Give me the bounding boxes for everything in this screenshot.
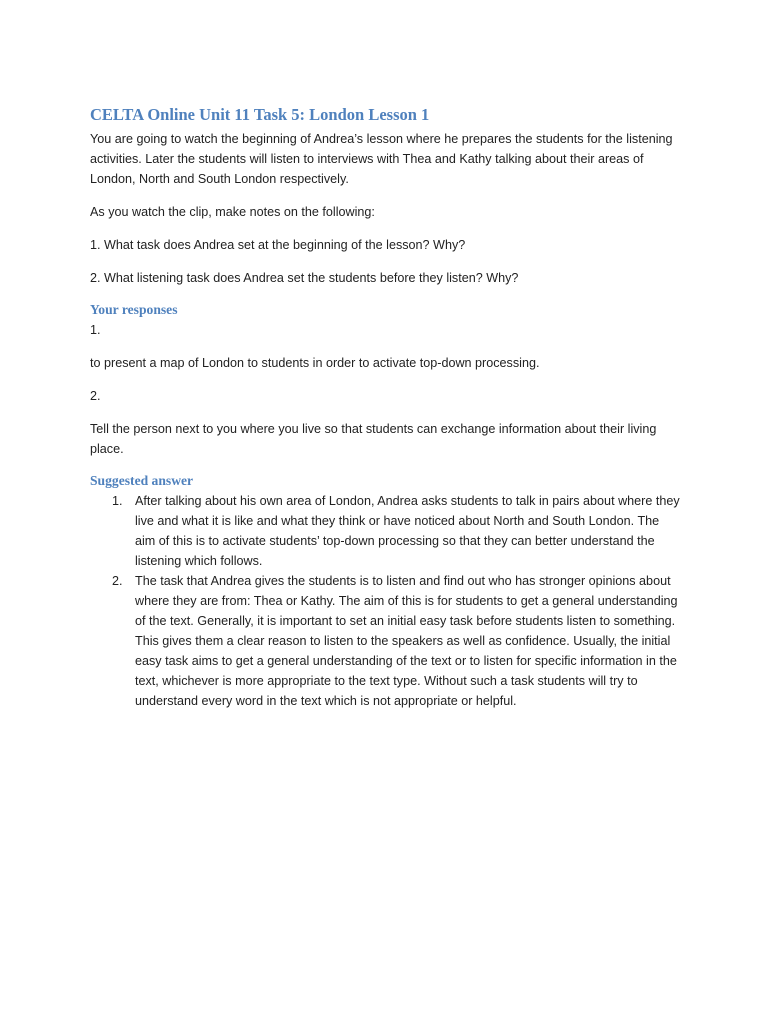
list-number: 1.	[112, 494, 123, 508]
response-2-number: 2.	[90, 389, 101, 403]
suggested-answer-text: The task that Andrea gives the students is to listen and find out who has stronger opinions about where they are from: Thea or Kathy. The aim of this is for students to get a general understanding of the text. Generally, it is important to set an initial easy task before students listen to something. This gives them a clear reason to listen to the speakers as well as confidence. Usually, the initial easy task aims to get a general understanding of the text or to listen for specific information in the text, whichever is more appropriate to the text type. Without such a task students will try to understand every word in the text which is not appropriate or helpful.	[135, 574, 678, 708]
suggested-answer-item	[90, 491, 682, 571]
question-1: 1. What task does Andrea set at the beginning of the lesson? Why?	[90, 238, 466, 252]
response-1-number: 1.	[90, 323, 101, 337]
instruction-text: As you watch the clip, make notes on the following:	[90, 205, 375, 219]
response-1-text: to present a map of London to students in order to activate top-down processing.	[90, 356, 540, 370]
list-number: 2.	[112, 574, 123, 588]
suggested-answer-list	[90, 491, 682, 711]
suggested-answer-item	[90, 571, 682, 711]
question-2: 2. What listening task does Andrea set the students before they listen? Why?	[90, 271, 519, 285]
suggested-answer-heading: Suggested answer	[90, 473, 194, 488]
suggested-answer-text: After talking about his own area of London, Andrea asks students to talk in pairs about where they live and what it is like and what they think or have noticed about North and South London. The aim of this is to activate students’ top-down processing so that they can better understand the listening which follows.	[135, 494, 680, 568]
responses-heading: Your responses	[90, 302, 178, 317]
document-title: CELTA Online Unit 11 Task 5: London Lesson 1	[90, 105, 430, 124]
intro-paragraph: You are going to watch the beginning of Andrea’s lesson where he prepares the students for the listening activities. Later the students will listen to interviews with Thea and Kathy talking about their areas of London, North and South London respectively.	[90, 132, 673, 186]
response-2-text: Tell the person next to you where you live so that students can exchange information about their living place.	[90, 422, 657, 456]
